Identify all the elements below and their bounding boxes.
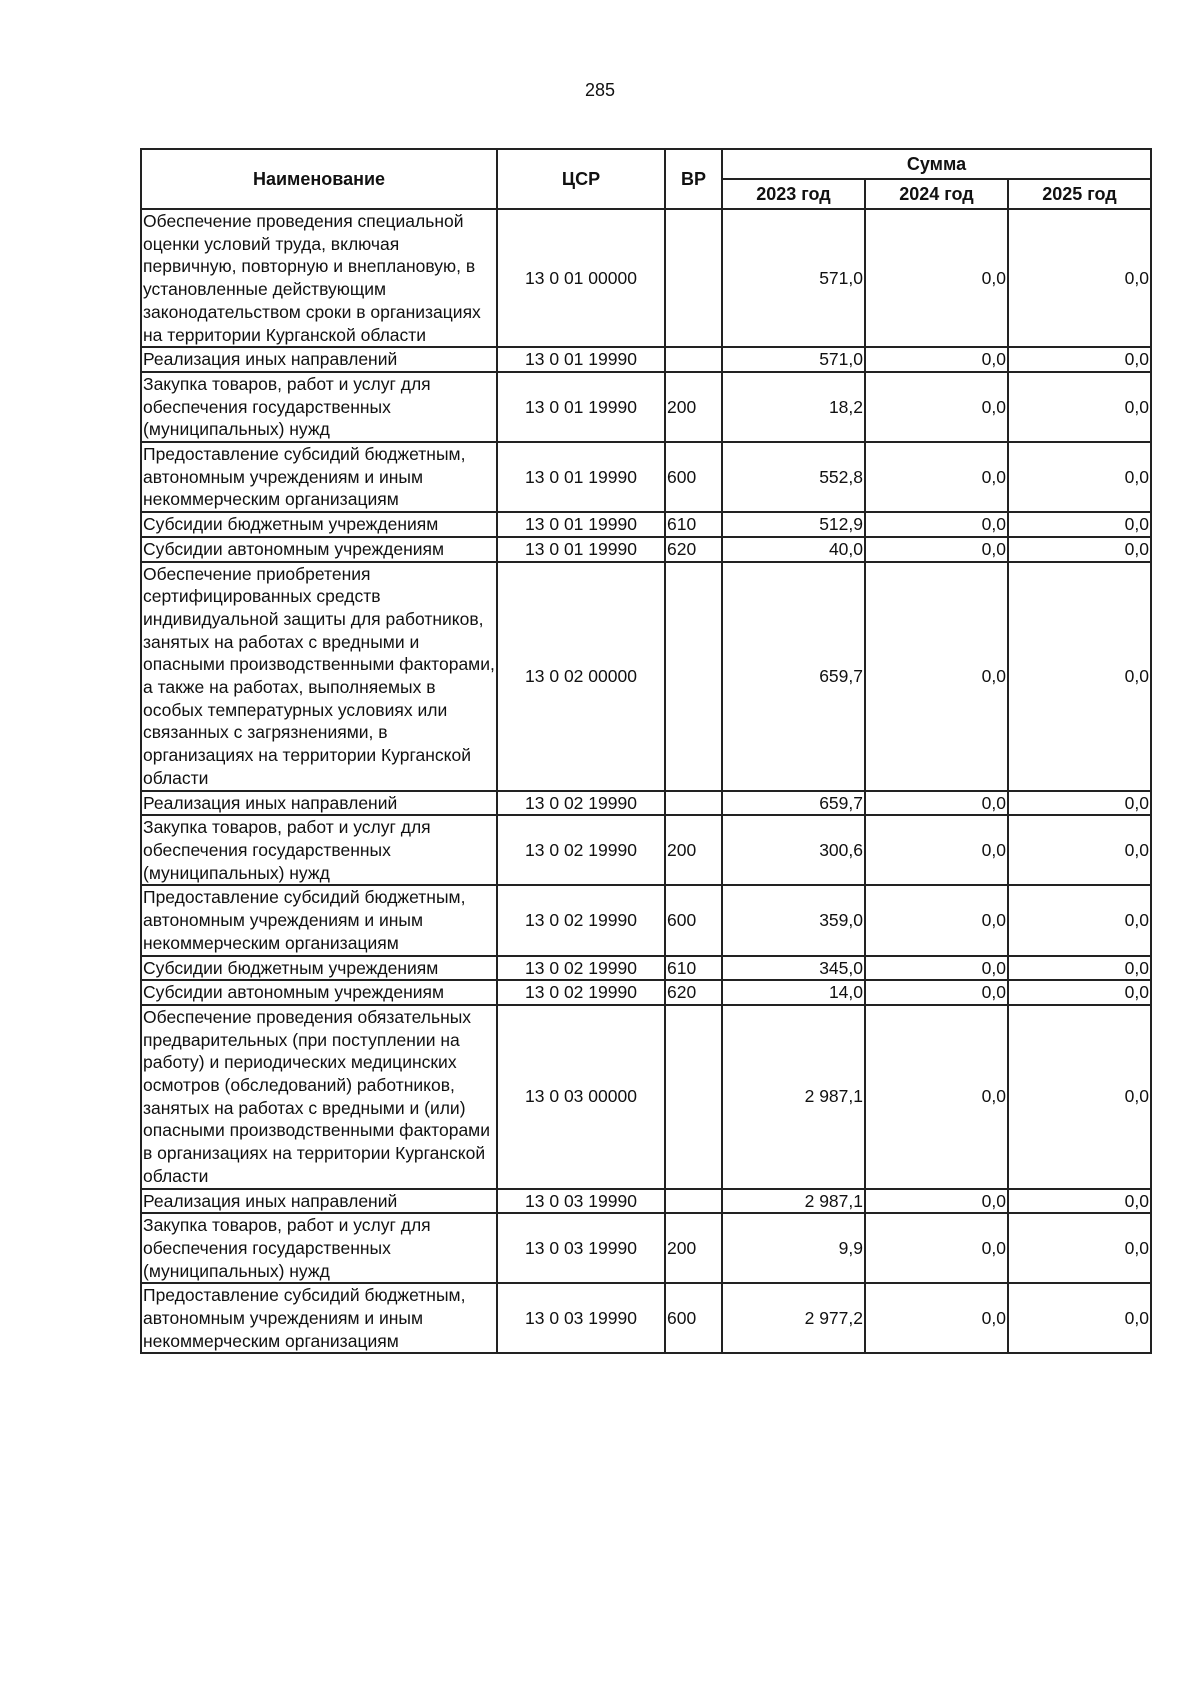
row-csr: 13 0 02 19990	[497, 791, 665, 816]
row-sum-2023: 18,2	[722, 372, 865, 442]
row-name: Предоставление субсидий бюджетным, автономным учреждениям и иным некоммерческим организациям	[141, 885, 497, 955]
row-name: Реализация иных направлений	[141, 1189, 497, 1214]
row-name: Субсидии бюджетным учреждениям	[141, 956, 497, 981]
row-vr	[665, 347, 722, 372]
row-sum-2025: 0,0	[1008, 209, 1151, 347]
table-row	[141, 537, 1151, 562]
row-csr: 13 0 01 19990	[497, 512, 665, 537]
row-csr: 13 0 01 19990	[497, 347, 665, 372]
row-name: Предоставление субсидий бюджетным, автономным учреждениям и иным некоммерческим организациям	[141, 1283, 497, 1353]
row-sum-2025: 0,0	[1008, 791, 1151, 816]
header-year-2024: 2024 год	[865, 179, 1008, 209]
row-sum-2024: 0,0	[865, 537, 1008, 562]
row-vr	[665, 1189, 722, 1214]
header-year-2025: 2025 год	[1008, 179, 1151, 209]
table-row	[141, 512, 1151, 537]
row-sum-2025: 0,0	[1008, 885, 1151, 955]
row-csr: 13 0 02 00000	[497, 562, 665, 791]
row-sum-2024: 0,0	[865, 372, 1008, 442]
row-sum-2025: 0,0	[1008, 1189, 1151, 1214]
table-header	[141, 149, 1151, 209]
row-vr: 610	[665, 956, 722, 981]
table-row	[141, 1213, 1151, 1283]
row-sum-2024: 0,0	[865, 1283, 1008, 1353]
table-row	[141, 956, 1151, 981]
row-vr: 600	[665, 442, 722, 512]
row-name: Субсидии бюджетным учреждениям	[141, 512, 497, 537]
row-csr: 13 0 01 00000	[497, 209, 665, 347]
row-name: Обеспечение проведения обязательных предварительных (при поступлении на работу) и периодических медицинских осмотров (обследований) работников, занятых на работах с вредными и (или) опасными производственными факторами в организациях на территории Курганской области	[141, 1005, 497, 1189]
row-sum-2023: 345,0	[722, 956, 865, 981]
row-name: Реализация иных направлений	[141, 347, 497, 372]
row-sum-2025: 0,0	[1008, 1005, 1151, 1189]
row-sum-2023: 300,6	[722, 815, 865, 885]
row-sum-2024: 0,0	[865, 209, 1008, 347]
header-year-2023: 2023 год	[722, 179, 865, 209]
row-sum-2025: 0,0	[1008, 442, 1151, 512]
row-sum-2023: 512,9	[722, 512, 865, 537]
row-sum-2024: 0,0	[865, 512, 1008, 537]
row-vr: 620	[665, 537, 722, 562]
row-sum-2025: 0,0	[1008, 980, 1151, 1005]
row-vr	[665, 1005, 722, 1189]
table-row	[141, 1189, 1151, 1214]
row-sum-2023: 2 987,1	[722, 1005, 865, 1189]
table-row	[141, 442, 1151, 512]
row-name: Реализация иных направлений	[141, 791, 497, 816]
row-sum-2024: 0,0	[865, 791, 1008, 816]
row-name: Субсидии автономным учреждениям	[141, 980, 497, 1005]
row-sum-2024: 0,0	[865, 562, 1008, 791]
row-vr: 200	[665, 1213, 722, 1283]
row-csr: 13 0 02 19990	[497, 885, 665, 955]
row-sum-2025: 0,0	[1008, 562, 1151, 791]
row-csr: 13 0 03 19990	[497, 1213, 665, 1283]
row-sum-2025: 0,0	[1008, 347, 1151, 372]
row-vr: 200	[665, 372, 722, 442]
table-row	[141, 1005, 1151, 1189]
table-row	[141, 209, 1151, 347]
row-name: Обеспечение приобретения сертифицированных средств индивидуальной защиты для работников, занятых на работах с вредными и опасными производственными факторами, а также на работах, выполняемых в особых температурных условиях или связанных с загрязнениями, в организациях на территории Курганской области	[141, 562, 497, 791]
row-sum-2025: 0,0	[1008, 956, 1151, 981]
row-sum-2025: 0,0	[1008, 537, 1151, 562]
header-sum: Сумма	[722, 149, 1151, 179]
header-vr: ВР	[665, 149, 722, 209]
row-sum-2025: 0,0	[1008, 372, 1151, 442]
row-name: Закупка товаров, работ и услуг для обеспечения государственных (муниципальных) нужд	[141, 372, 497, 442]
row-name: Субсидии автономным учреждениям	[141, 537, 497, 562]
row-sum-2024: 0,0	[865, 956, 1008, 981]
page-number: 285	[584, 80, 616, 100]
row-sum-2024: 0,0	[865, 1189, 1008, 1214]
row-vr: 600	[665, 885, 722, 955]
row-csr: 13 0 01 19990	[497, 442, 665, 512]
table-row	[141, 791, 1151, 816]
row-csr: 13 0 02 19990	[497, 815, 665, 885]
table-row	[141, 347, 1151, 372]
row-sum-2024: 0,0	[865, 1005, 1008, 1189]
row-sum-2023: 571,0	[722, 209, 865, 347]
row-name: Предоставление субсидий бюджетным, автономным учреждениям и иным некоммерческим организациям	[141, 442, 497, 512]
row-vr: 600	[665, 1283, 722, 1353]
row-sum-2024: 0,0	[865, 815, 1008, 885]
row-sum-2023: 9,9	[722, 1213, 865, 1283]
row-sum-2025: 0,0	[1008, 1213, 1151, 1283]
row-sum-2024: 0,0	[865, 885, 1008, 955]
table-row	[141, 372, 1151, 442]
row-sum-2023: 659,7	[722, 791, 865, 816]
row-csr: 13 0 03 19990	[497, 1189, 665, 1214]
row-sum-2023: 14,0	[722, 980, 865, 1005]
table-body	[141, 209, 1151, 1353]
row-sum-2024: 0,0	[865, 980, 1008, 1005]
table-row	[141, 885, 1151, 955]
row-csr: 13 0 01 19990	[497, 372, 665, 442]
row-name: Обеспечение проведения специальной оценки условий труда, включая первичную, повторную и внеплановую, в установленные действующим законодательством сроки в организациях на территории Курганской области	[141, 209, 497, 347]
row-sum-2023: 552,8	[722, 442, 865, 512]
row-name: Закупка товаров, работ и услуг для обеспечения государственных (муниципальных) нужд	[141, 815, 497, 885]
row-sum-2025: 0,0	[1008, 1283, 1151, 1353]
row-csr: 13 0 03 19990	[497, 1283, 665, 1353]
row-vr: 200	[665, 815, 722, 885]
row-csr: 13 0 01 19990	[497, 537, 665, 562]
row-csr: 13 0 03 00000	[497, 1005, 665, 1189]
row-vr: 610	[665, 512, 722, 537]
table-row	[141, 980, 1151, 1005]
row-sum-2023: 571,0	[722, 347, 865, 372]
row-csr: 13 0 02 19990	[497, 956, 665, 981]
row-sum-2023: 359,0	[722, 885, 865, 955]
row-sum-2024: 0,0	[865, 442, 1008, 512]
row-vr	[665, 791, 722, 816]
row-sum-2025: 0,0	[1008, 512, 1151, 537]
budget-table	[140, 148, 1152, 1354]
row-csr: 13 0 02 19990	[497, 980, 665, 1005]
row-sum-2023: 40,0	[722, 537, 865, 562]
row-vr	[665, 562, 722, 791]
row-sum-2024: 0,0	[865, 347, 1008, 372]
row-vr: 620	[665, 980, 722, 1005]
row-name: Закупка товаров, работ и услуг для обеспечения государственных (муниципальных) нужд	[141, 1213, 497, 1283]
row-sum-2025: 0,0	[1008, 815, 1151, 885]
table-row	[141, 815, 1151, 885]
row-vr	[665, 209, 722, 347]
row-sum-2024: 0,0	[865, 1213, 1008, 1283]
header-csr: ЦСР	[497, 149, 665, 209]
header-name: Наименование	[141, 149, 497, 209]
row-sum-2023: 2 977,2	[722, 1283, 865, 1353]
table-row	[141, 1283, 1151, 1353]
row-sum-2023: 659,7	[722, 562, 865, 791]
table-row	[141, 562, 1151, 791]
row-sum-2023: 2 987,1	[722, 1189, 865, 1214]
